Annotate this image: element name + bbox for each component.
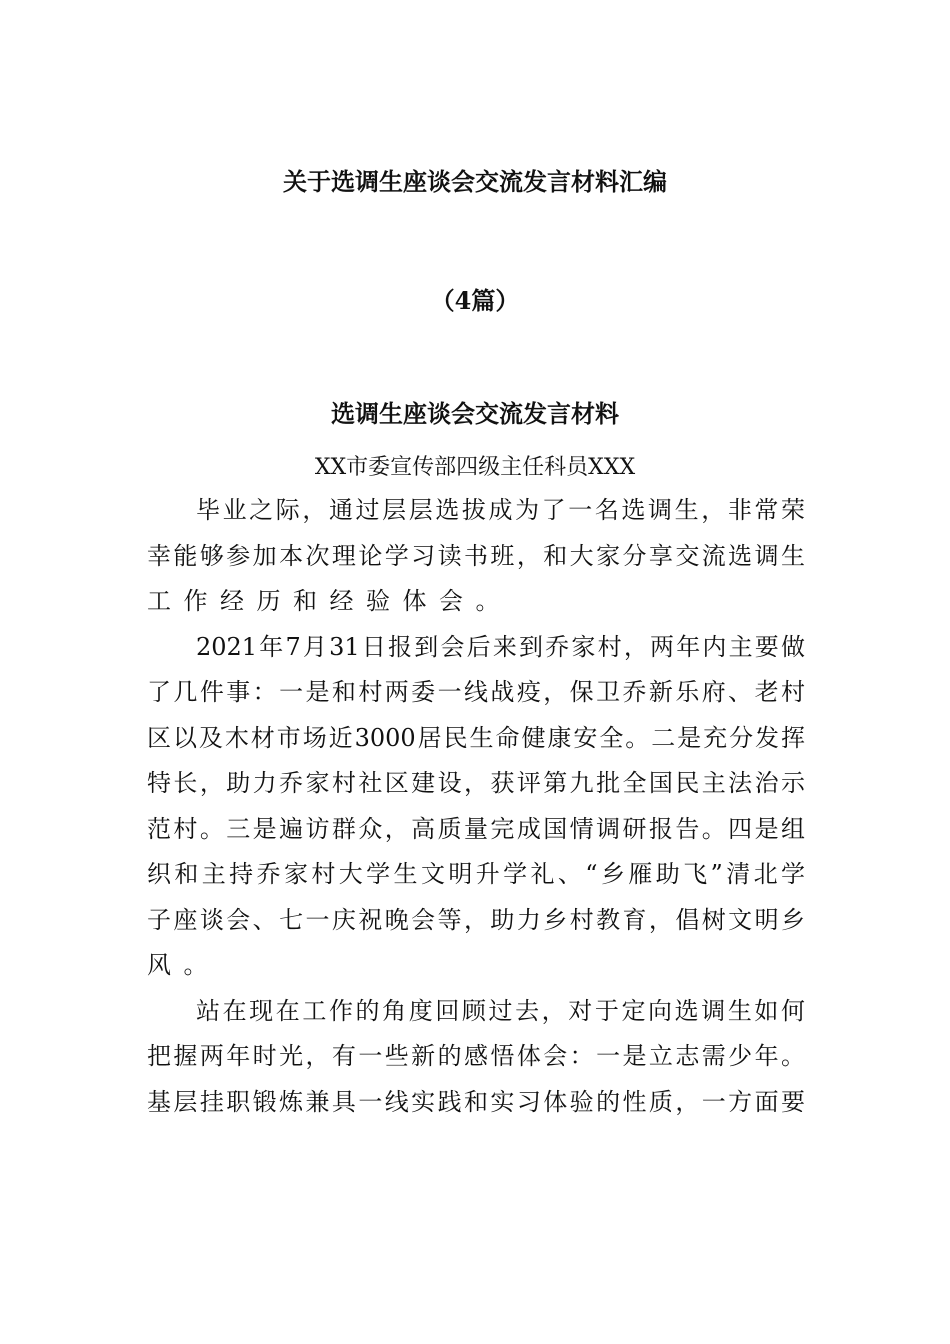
paragraph-line: 区以及木材市场近3000居民生命健康安全。二是充分发挥 (147, 723, 805, 752)
article-body (147, 490, 805, 1127)
paragraph-line: 了几件事：一是和村两委一线战疫，保卫乔新乐府、老村 (147, 678, 805, 706)
document-count-label: （4篇） (430, 286, 520, 315)
paragraph-line: 把握两年时光，有一些新的感悟体会：一是立志需少年。 (147, 1042, 805, 1070)
paragraph-line: 站在现在工作的角度回顾过去，对于定向选调生如何 (196, 996, 805, 1025)
paragraph-line: 风。 (147, 951, 220, 979)
paragraph-line: 范村。三是遍访群众，高质量完成国情调研报告。四是组 (147, 814, 805, 843)
paragraph-line: 2021年7月31日报到会后来到乔家村，两年内主要做 (196, 632, 805, 661)
paragraph-line: 毕业之际，通过层层选拔成为了一名选调生，非常荣 (196, 496, 805, 524)
paragraph-line: 基层挂职锻炼兼具一线实践和实习体验的性质，一方面要 (147, 1087, 805, 1116)
paragraph-line: 幸能够参加本次理论学习读书班，和大家分享交流选调生 (147, 541, 805, 570)
paragraph-line: 织和主持乔家村大学生文明升学礼、“乡雁助飞”清北学 (147, 860, 805, 888)
article-title: 选调生座谈会交流发言材料 (331, 399, 619, 428)
paragraph-line: 子座谈会、七一庆祝晚会等，助力乡村教育，倡树文明乡 (147, 905, 805, 934)
paragraph-line: 特长，助力乔家村社区建设，获评第九批全国民主法治示 (147, 769, 805, 797)
article-author: XX市委宣传部四级主任科员XXX (314, 455, 636, 480)
document-main-title: 关于选调生座谈会交流发言材料汇编 (283, 167, 667, 196)
paragraph-line: 工作经历和经验体会。 (147, 587, 512, 615)
